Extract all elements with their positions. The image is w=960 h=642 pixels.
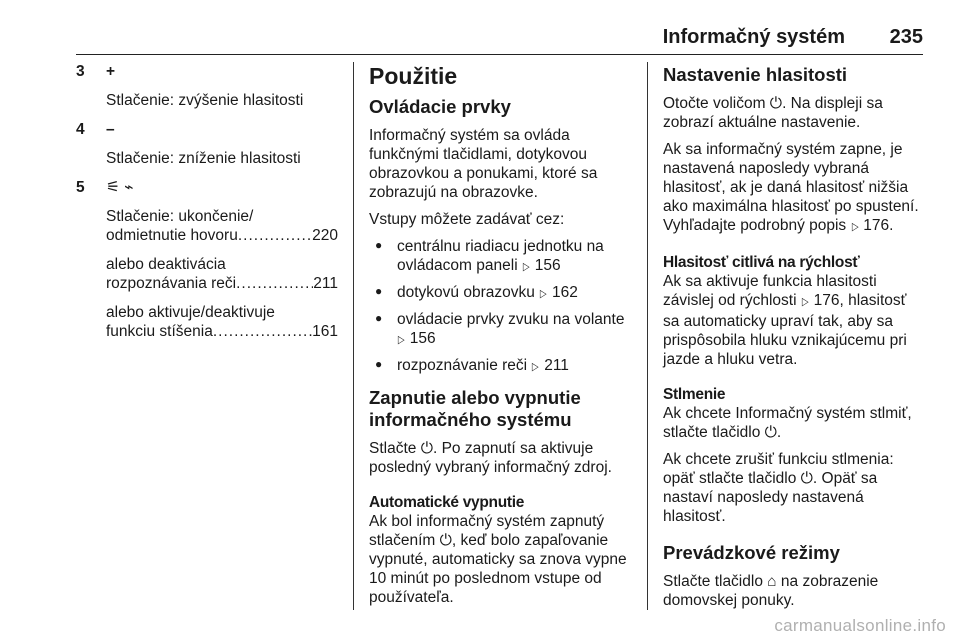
mute-text-1: Ak chcete Informačný systém stlmiť, stlačte tlačidlo ⏻. xyxy=(663,405,912,441)
left-column xyxy=(76,62,338,351)
inputs-intro: Vstupy môžete zadávať cez: xyxy=(369,211,565,228)
watermark: carmanualsonline.info xyxy=(774,616,946,635)
list-item: ● centrálnu riadiacu jednotku na ovládacom paneli ▷ 156 xyxy=(369,237,635,277)
minus-symbol: – xyxy=(106,121,115,138)
speed-volume-heading: Hlasitosť citlivá na rýchlosť xyxy=(663,254,860,271)
onoff-heading: Zapnutie alebo vypnutie informačného systému xyxy=(369,387,581,430)
page-ref[interactable]: 220 xyxy=(312,227,338,244)
page-number: 235 xyxy=(889,26,923,48)
volume-text-2: Ak sa informačný systém zapne, je nastavená naposledy vybraná hlasitosť, ak je daná hlasitosť nižšia ako maximálna hlasitosť po spustení. Vyhľadajte podrobný popis ▷ 176. xyxy=(663,140,925,237)
mute-heading: Stlmenie xyxy=(663,386,726,403)
page-ref[interactable]: 161 xyxy=(312,323,338,340)
page-ref-icon: ▷ xyxy=(397,334,405,346)
modes-text: Stlačte tlačidlo ⌂ na zobrazenie domovskej ponuky. xyxy=(663,573,879,609)
item-text: Stlačenie: zvýšenie hlasitosti xyxy=(106,92,304,109)
page-ref[interactable]: 156 xyxy=(534,257,561,274)
volume-text-1: Otočte voličom ⏻. Na displeji sa zobrazí aktuálne nastavenie. xyxy=(663,95,883,131)
list-item: ● dotykovú obrazovku ▷ 162 xyxy=(369,283,635,304)
right-column xyxy=(663,62,925,618)
middle-column xyxy=(369,62,635,615)
page-ref[interactable]: 211 xyxy=(313,275,338,292)
item-number: 4 xyxy=(76,121,85,138)
item-number: 3 xyxy=(76,63,85,80)
item-text: Stlačenie: ukončenie/ xyxy=(106,208,254,225)
modes-heading: Prevádzkové režimy xyxy=(663,542,840,563)
list-item xyxy=(76,62,338,110)
plus-symbol: + xyxy=(106,63,116,80)
page-ref-icon: ▷ xyxy=(851,221,859,233)
page-header xyxy=(76,14,923,55)
column-divider-2 xyxy=(647,62,648,610)
page-ref-icon: ▷ xyxy=(522,261,530,273)
list-item xyxy=(76,120,338,168)
hangup-voice-icon: ⚟ ⌁ xyxy=(106,179,134,196)
item-text: alebo deaktivácia xyxy=(106,256,226,273)
item-number: 5 xyxy=(76,179,85,196)
item-text: alebo aktivuje/deaktivuje xyxy=(106,304,275,321)
list-item xyxy=(76,178,338,341)
page-ref[interactable]: 211 xyxy=(544,357,569,374)
section-title: Použitie xyxy=(369,63,458,89)
page-ref-icon: ▷ xyxy=(801,296,809,308)
page-ref[interactable]: 176 xyxy=(813,292,840,309)
controls-text: Informačný systém sa ovláda funkčnými tlačidlami, dotykovou obrazovkou a ponukami, ktoré sa zobrazujú na obrazovke. xyxy=(369,127,598,201)
page-ref-icon: ▷ xyxy=(532,361,540,373)
speed-volume-text: Ak sa aktivuje funkcia hlasitosti závislej od rýchlosti ▷ 176, hlasitosť sa automaticky upraví tak, aby sa prispôsobila hluku vznikajúcemu pri jazde a hluku vetra. xyxy=(663,273,907,368)
onoff-text: Stlačte ⏻. Po zapnutí sa aktivuje posledný vybraný informačný zdroj. xyxy=(369,440,612,476)
volume-heading: Nastavenie hlasitosti xyxy=(663,64,848,85)
header-title: Informačný systém xyxy=(662,26,845,48)
column-divider-1 xyxy=(353,62,354,610)
page-ref-icon: ▷ xyxy=(540,288,547,300)
page-ref-line: odmietnutie hovoru ..... 220 xyxy=(106,226,338,245)
page-ref[interactable]: 176 xyxy=(863,217,890,234)
list-item: ● ovládacie prvky zvuku na volante ▷ 156 xyxy=(369,310,635,350)
item-text: Stlačenie: zníženie hlasitosti xyxy=(106,150,301,167)
auto-off-text: Ak bol informačný systém zapnutý stlačením ⏻, keď bolo zapaľovanie vypnuté, automaticky sa znova vypne 10 minút po poslednom vstupe od používateľa. xyxy=(369,513,627,606)
page-ref[interactable]: 162 xyxy=(551,284,578,301)
page-ref[interactable]: 156 xyxy=(409,330,436,347)
list-item: ● rozpoznávanie reči ▷ 211 xyxy=(369,356,635,377)
page-ref-line: rozpoznávania reči ..... 211 xyxy=(106,274,338,293)
page-ref-line: funkciu stíšenia ..... 161 xyxy=(106,322,338,341)
inputs-list xyxy=(369,237,635,377)
controls-heading: Ovládacie prvky xyxy=(369,96,511,117)
auto-off-heading: Automatické vypnutie xyxy=(369,494,525,511)
mute-text-2: Ak chcete zrušiť funkciu stlmenia: opäť stlačte tlačidlo ⏻. Opäť sa nastaví naposledy nastavená hlasitosť. xyxy=(663,451,894,525)
